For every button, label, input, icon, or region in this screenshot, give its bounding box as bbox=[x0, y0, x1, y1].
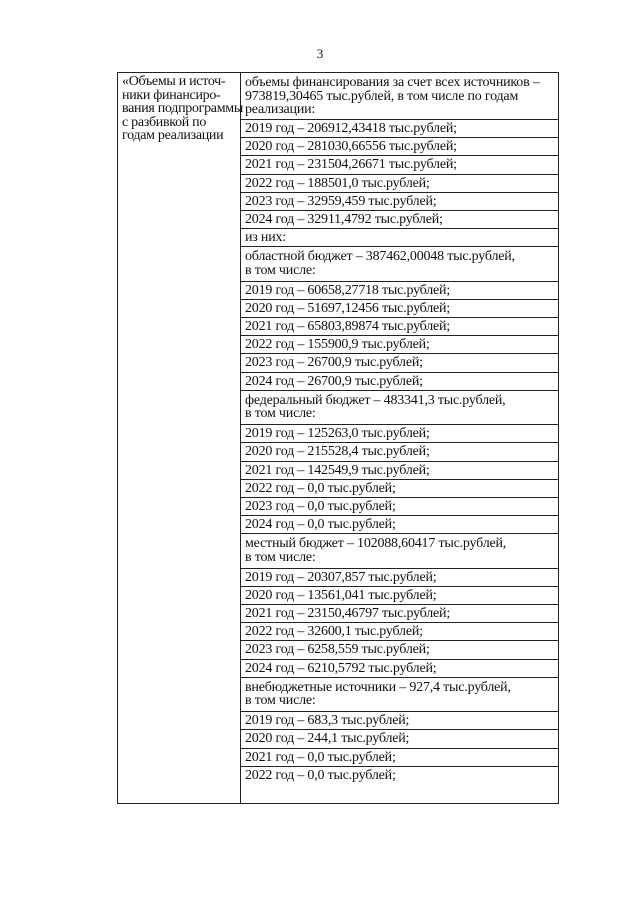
left-cell-line: вания подпрограммы bbox=[122, 101, 243, 116]
left-cell-line: с разбивкой по bbox=[122, 114, 207, 130]
table-row bbox=[241, 749, 558, 767]
table-row bbox=[241, 516, 558, 534]
table-row-line: 2023 год – 26700,9 тыс.рублей; bbox=[245, 355, 423, 371]
table-row bbox=[241, 425, 558, 443]
table-row bbox=[241, 247, 558, 281]
table-row-line: 2021 год – 0,0 тыс.рублей; bbox=[245, 749, 396, 765]
table-row bbox=[241, 138, 558, 156]
table-row bbox=[241, 660, 558, 678]
table-row-line: объемы финансирования за счет всех источников – bbox=[245, 75, 540, 90]
table-row-line: 2020 год – 215528,4 тыс.рублей; bbox=[245, 444, 430, 460]
table-row-line: 2021 год – 23150,46797 тыс.рублей; bbox=[245, 606, 451, 622]
table-row-line: 2022 год – 188501,0 тыс.рублей; bbox=[245, 175, 430, 191]
table-row-line: 2021 год – 65803,89874 тыс.рублей; bbox=[245, 319, 451, 335]
table-row-line: 2022 год – 32600,1 тыс.рублей; bbox=[245, 624, 423, 640]
table-row-line: из них: bbox=[245, 230, 286, 246]
table-row bbox=[241, 336, 558, 354]
table-row bbox=[241, 678, 558, 712]
table-row-line: 2020 год – 13561,041 тыс.рублей; bbox=[245, 587, 437, 603]
table-row-line: 2019 год – 60658,27718 тыс.рублей; bbox=[245, 282, 451, 298]
table-row bbox=[241, 587, 558, 605]
page-number: 3 bbox=[316, 46, 324, 61]
table-row bbox=[241, 354, 558, 372]
table-row-line: 2019 год – 206912,43418 тыс.рублей; bbox=[245, 121, 457, 136]
table-row bbox=[241, 767, 558, 785]
table-row-line: 973819,30465 тыс.рублей, в том числе по годам bbox=[245, 88, 519, 104]
table-row bbox=[241, 318, 558, 336]
table-left-cell bbox=[118, 73, 241, 803]
table-row bbox=[241, 282, 558, 300]
table-row bbox=[241, 120, 558, 138]
table-row-line: в том числе: bbox=[245, 693, 316, 709]
table-row bbox=[241, 300, 558, 318]
table-row bbox=[241, 211, 558, 229]
table-row-line: 2024 год – 32911,4792 тыс.рублей; bbox=[245, 211, 443, 227]
left-cell-line: ники финансиро- bbox=[122, 87, 221, 103]
table-row bbox=[241, 641, 558, 659]
funding-table bbox=[117, 72, 559, 804]
table-row bbox=[241, 480, 558, 498]
table-row bbox=[241, 623, 558, 641]
table-row-line: областной бюджет – 387462,00048 тыс.рублей, bbox=[245, 249, 515, 265]
table-row bbox=[241, 605, 558, 623]
table-row bbox=[241, 534, 558, 568]
table-row-line: 2023 год – 32959,459 тыс.рублей; bbox=[245, 193, 437, 209]
table-row bbox=[241, 443, 558, 461]
table-row-line: 2021 год – 231504,26671 тыс.рублей; bbox=[245, 157, 457, 173]
table-row bbox=[241, 730, 558, 748]
table-row bbox=[241, 462, 558, 480]
table-row-line: 2020 год – 281030,66556 тыс.рублей; bbox=[245, 139, 457, 155]
table-row-line: 2024 год – 0,0 тыс.рублей; bbox=[245, 517, 396, 533]
table-row-line: 2022 год – 0,0 тыс.рублей; bbox=[245, 480, 396, 496]
table-row-line: в том числе: bbox=[245, 549, 316, 565]
table-row bbox=[241, 193, 558, 211]
table-row bbox=[241, 229, 558, 247]
table-right-cell bbox=[241, 73, 558, 803]
table-row-line: в том числе: bbox=[245, 406, 316, 422]
table-row bbox=[241, 156, 558, 174]
table-row-line: 2022 год – 0,0 тыс.рублей; bbox=[245, 767, 396, 783]
table-row-line: федеральный бюджет – 483341,3 тыс.рублей, bbox=[245, 392, 506, 408]
table-row-line: 2019 год – 125263,0 тыс.рублей; bbox=[245, 426, 430, 442]
table-row-line: 2020 год – 244,1 тыс.рублей; bbox=[245, 731, 410, 747]
table-row-line: 2020 год – 51697,12456 тыс.рублей; bbox=[245, 300, 451, 316]
table-row-line: 2023 год – 0,0 тыс.рублей; bbox=[245, 498, 396, 514]
table-row-line: 2022 год – 155900,9 тыс.рублей; bbox=[245, 337, 430, 353]
table-row-line: 2019 год – 20307,857 тыс.рублей; bbox=[245, 569, 437, 585]
left-cell-line: годам реализации bbox=[122, 128, 224, 143]
table-row-line: 2024 год – 6210,5792 тыс.рублей; bbox=[245, 660, 437, 676]
table-row-line: 2024 год – 26700,9 тыс.рублей; bbox=[245, 373, 423, 389]
table-row-line: внебюджетные источники – 927,4 тыс.рублей, bbox=[245, 679, 511, 695]
table-row-line: в том числе: bbox=[245, 262, 316, 278]
table-row bbox=[241, 391, 558, 425]
table-row-line: 2019 год – 683,3 тыс.рублей; bbox=[245, 713, 410, 729]
table-row bbox=[241, 498, 558, 516]
table-row bbox=[241, 712, 558, 730]
table-row-line: местный бюджет – 102088,60417 тыс.рублей, bbox=[245, 536, 507, 552]
table-row bbox=[241, 569, 558, 587]
table-row-line: реализации: bbox=[245, 102, 316, 117]
left-cell-line: «Объемы и источ- bbox=[122, 74, 226, 89]
table-row bbox=[241, 175, 558, 193]
table-row bbox=[241, 373, 558, 391]
table-row bbox=[241, 73, 558, 120]
table-row-line: 2021 год – 142549,9 тыс.рублей; bbox=[245, 462, 430, 478]
table-row-line: 2023 год – 6258,559 тыс.рублей; bbox=[245, 642, 430, 658]
